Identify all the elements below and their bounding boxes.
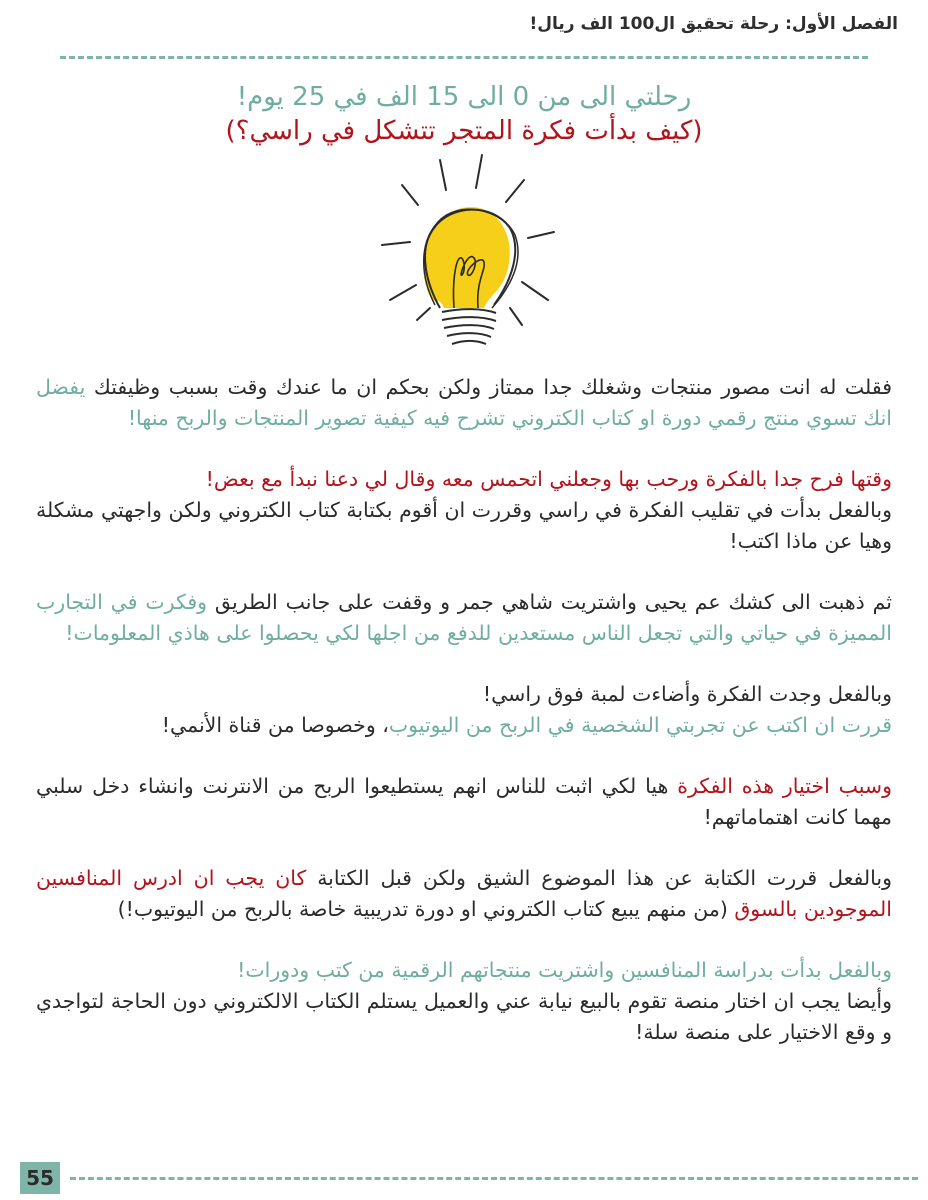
footer-divider: [70, 1177, 918, 1180]
paragraph-1-highlight: يفضل انك تسوي منتج رقمي دورة او كتاب الكتروني تشرح فيه كيفية تصوير المنتجات والربح منها!: [36, 375, 892, 430]
section-title: [100, 80, 828, 148]
chapter-header: الفصل الأول: رحلة تحقيق ال100 الف ريال!: [529, 14, 898, 34]
page-number: 55: [20, 1162, 60, 1194]
paragraph-1-text: فقلت له انت مصور منتجات وشغلك جدا ممتاز ولكن بحكم ان ما عندك وقت بسبب وظيفتك: [85, 375, 892, 399]
paragraph-4-highlight: قررت ان اكتب عن تجربتي الشخصية في الربح من اليوتيوب: [388, 713, 892, 737]
paragraph-7-text: وأيضا يجب ان اختار منصة تقوم بالبيع نيابة عني والعميل يستلم الكتاب الالكتروني دون الحاجة لتواجدي و وقع الاختيار على منصة سلة!: [36, 989, 892, 1044]
paragraph-3: [36, 587, 892, 649]
paragraph-7: [36, 955, 892, 1048]
paragraph-1: [36, 372, 892, 434]
paragraph-2-highlight: وقتها فرح جدا بالفكرة ورحب بها وجعلني اتحمس معه وقال لي دعنا نبدأ مع بعض!: [205, 467, 892, 491]
title-line-1: رحلتي الى من 0 الى 15 الف في 25 يوم!: [236, 82, 692, 112]
paragraph-6-text: وبالفعل قررت الكتابة عن هذا الموضوع الشيق ولكن قبل الكتابة: [306, 866, 892, 890]
paragraph-6-highlight: كان يجب ان ادرس المنافسين الموجودين بالسوق: [36, 866, 892, 921]
lightbulb-icon: [372, 150, 562, 360]
paragraph-2: [36, 464, 892, 557]
paragraph-6: [36, 863, 892, 925]
title-line-2: (كيف بدأت فكرة المتجر تتشكل في راسي؟): [225, 116, 703, 146]
paragraph-6-tail: (من منهم يبيع كتاب الكتروني او دورة تدريبية خاصة بالربح من اليوتيوب!): [117, 897, 735, 921]
paragraph-4-tail: ، وخصوصا من قناة الأنمي!: [161, 713, 389, 737]
paragraph-3-highlight: وفكرت في التجارب المميزة في حياتي والتي تجعل الناس مستعدين للدفع من اجلها لكي يحصلوا على هاذي المعلومات!: [36, 590, 892, 645]
paragraph-3-text: ثم ذهبت الى كشك عم يحيى واشتريت شاهي جمر و وقفت على جانب الطريق: [207, 590, 892, 614]
paragraph-7-highlight: وبالفعل بدأت بدراسة المنافسين واشتريت منتجاتهم الرقمية من كتب ودورات!: [237, 958, 892, 982]
header-divider: [60, 56, 868, 59]
paragraph-5-highlight: وسبب اختيار هذه الفكرة: [677, 774, 892, 798]
paragraph-2-text: وبالفعل بدأت في تقليب الفكرة في راسي وقررت ان أقوم بكتابة كتاب الكتروني ولكن واجهتي مشكلة وهيا عن ماذا اكتب!: [36, 498, 892, 553]
paragraph-5-text: هيا لكي اثبت للناس انهم يستطيعوا الربح من الانترنت وانشاء دخل سلبي مهما كانت اهتماماتهم!: [36, 774, 892, 829]
paragraph-4: [36, 679, 892, 741]
paragraph-4-text: وبالفعل وجدت الفكرة وأضاءت لمبة فوق راسي!: [482, 682, 892, 706]
paragraph-5: [36, 771, 892, 833]
article-body: [36, 372, 892, 1078]
